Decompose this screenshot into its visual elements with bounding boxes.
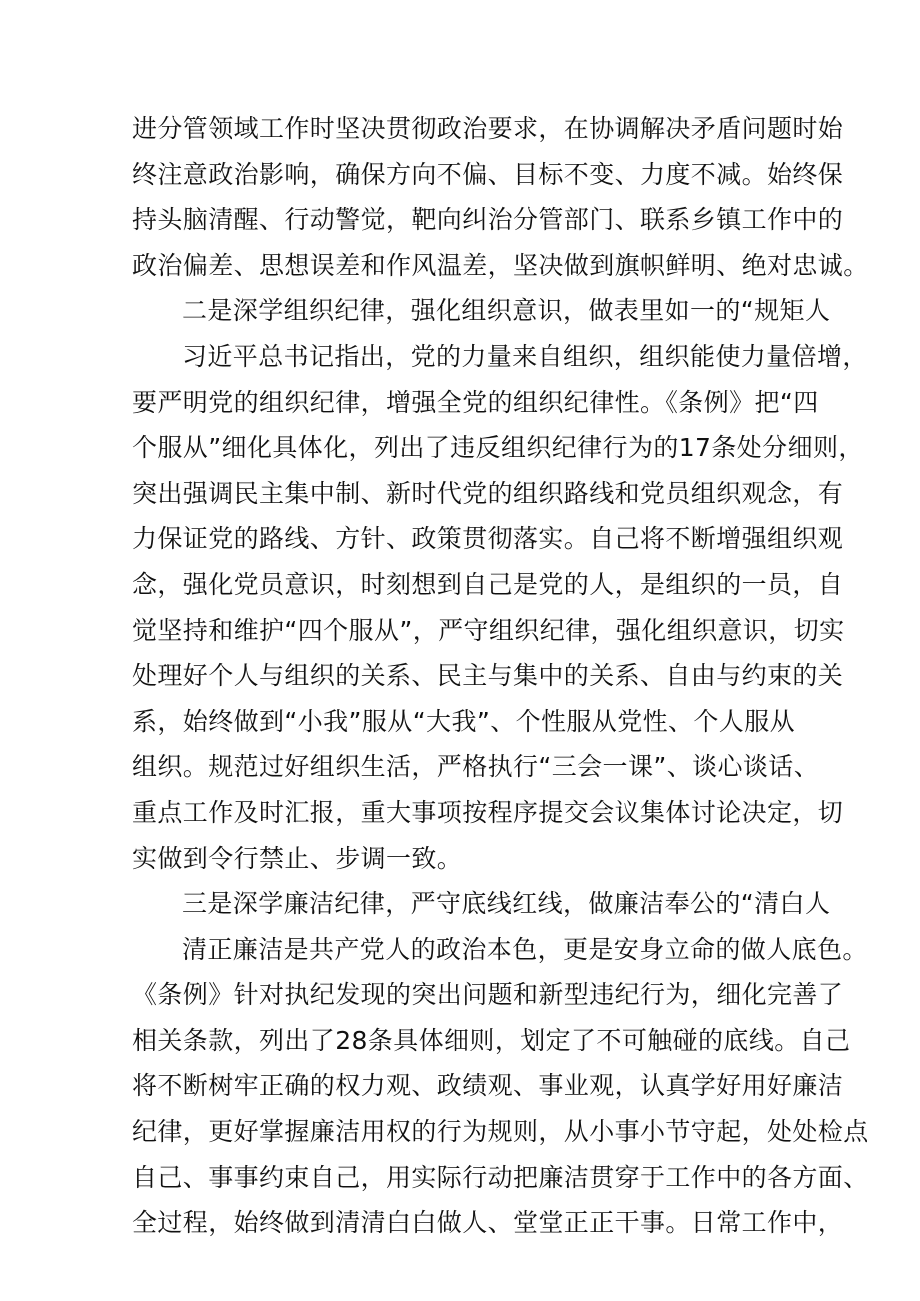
text-line: 政治偏差、思想误差和作风温差，坚决做到旗帜鲜明、绝对忠诚。	[132, 250, 869, 280]
text-line: 三是深学廉洁纪律，严守底线红线，做廉洁奉公的“清白人	[182, 889, 831, 919]
text-line: 突出强调民主集中制、新时代党的组织路线和党员组织观念，有	[132, 478, 844, 508]
text-line: 处理好个人与组织的关系、民主与集中的关系、自由与约束的关	[132, 661, 844, 691]
text-line: 终注意政治影响，确保方向不偏、目标不变、力度不减。始终保	[132, 159, 844, 189]
text-line: 个服从”细化具体化，列出了违反组织纪律行为的17条处分细则，	[132, 433, 864, 463]
text-line: 《条例》针对执纪发现的突出问题和新型违纪行为，细化完善了	[132, 980, 844, 1010]
text-line: 全过程，始终做到清清白白做人、堂堂正正干事。日常工作中，	[132, 1208, 844, 1238]
text-line: 将不断树牢正确的权力观、政绩观、事业观，认真学好用好廉洁	[132, 1071, 844, 1101]
text-line: 实做到令行禁止、步调一致。	[132, 843, 463, 873]
text-line: 力保证党的路线、方针、政策贯彻落实。自己将不断增强组织观	[132, 524, 844, 554]
text-line: 二是深学组织纪律，强化组织意识，做表里如一的“规矩人	[182, 296, 831, 326]
text-line: 习近平总书记指出，党的力量来自组织，组织能使力量倍增，	[182, 341, 868, 371]
text-line: 系，始终做到“小我”服从“大我”、个性服从党性、个人服从	[132, 706, 796, 736]
text-line: 持头脑清醒、行动警觉，靶向纠治分管部门、联系乡镇工作中的	[132, 205, 844, 235]
text-line: 要严明党的组织纪律，增强全党的组织纪律性。《条例》把“四	[132, 387, 819, 417]
text-line: 纪律，更好掌握廉洁用权的行为规则，从小事小节守起，处处检点	[132, 1117, 869, 1147]
document-body	[132, 106, 869, 1246]
text-line: 自己、事事约束自己，用实际行动把廉洁贯穿于工作中的各方面、	[132, 1162, 869, 1192]
text-line: 念，强化党员意识，时刻想到自己是党的人，是组织的一员，自	[132, 569, 844, 599]
text-line: 进分管领域工作时坚决贯彻政治要求，在协调解决矛盾问题时始	[132, 114, 844, 143]
text-line: 组织。规范过好组织生活，严格执行“三会一课”、谈心谈话、	[132, 752, 820, 782]
text-line: 相关条款，列出了28条具体细则，划定了不可触碰的底线。自己	[132, 1025, 851, 1055]
text-line: 清正廉洁是共产党人的政治本色，更是安身立命的做人底色。	[182, 934, 868, 964]
text-line: 觉坚持和维护“四个服从”，严守组织纪律，强化组织意识，切实	[132, 615, 845, 645]
text-line: 重点工作及时汇报，重大事项按程序提交会议集体讨论决定，切	[132, 797, 844, 827]
